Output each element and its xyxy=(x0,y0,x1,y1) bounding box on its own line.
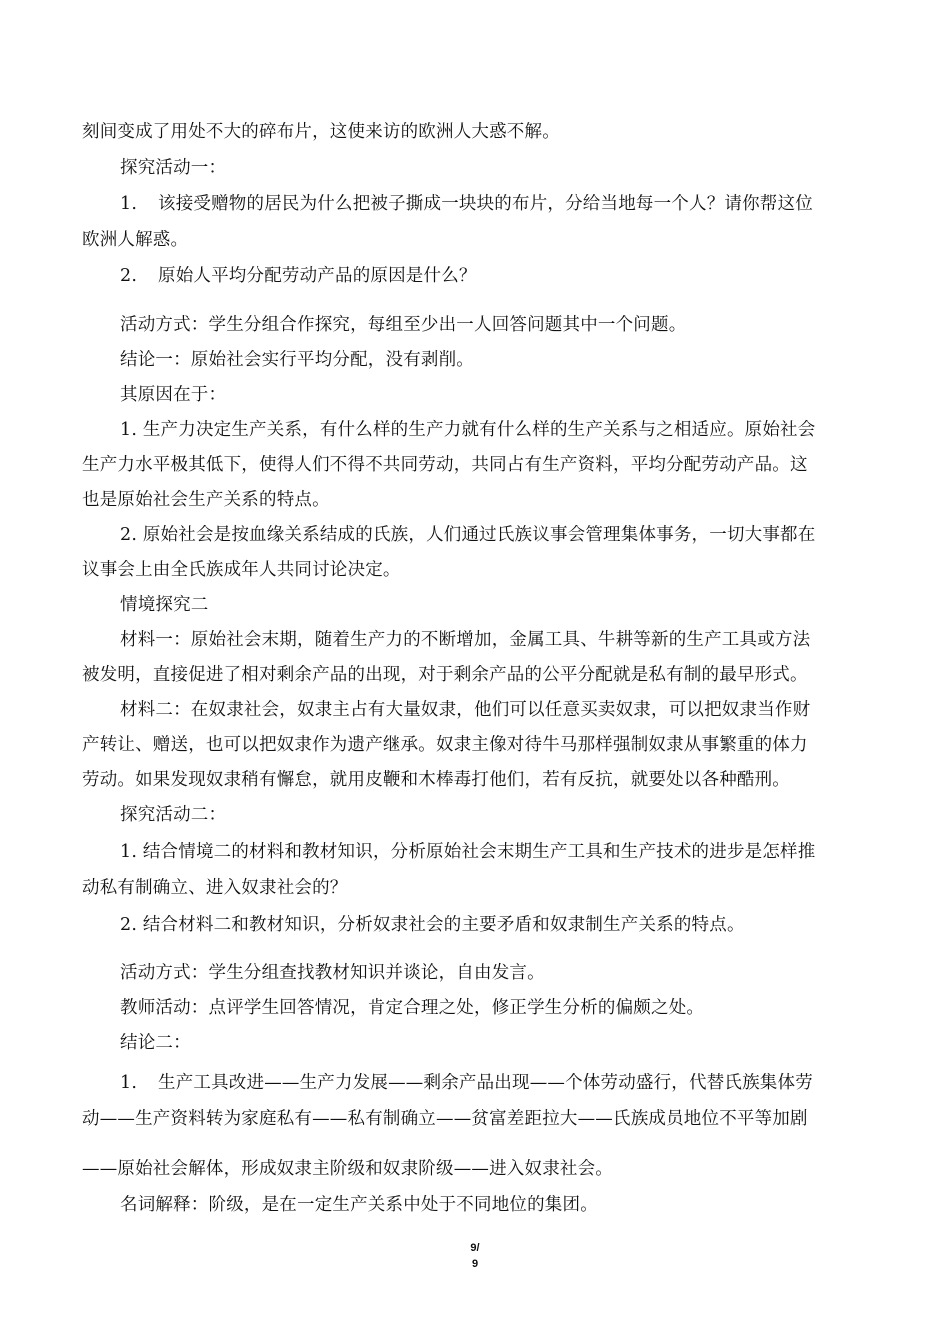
text-line: 活动方式：学生分组查找教材知识并谈论，自由发言。 xyxy=(120,963,545,983)
section-heading: 探究活动二： xyxy=(120,805,227,825)
text-line: 议事会上由全氏族成年人共同讨论决定。 xyxy=(82,560,401,580)
item-number: 1. xyxy=(120,1073,138,1093)
text-line: 动私有制确立、进入奴隶社会的？ xyxy=(82,878,348,898)
section-heading: 探究活动一： xyxy=(120,158,227,178)
text-line: 其原因在于： xyxy=(120,385,227,405)
text-line: 生产工具改进——生产力发展——剩余产品出现——个体劳动盛行，代替氏族集体劳 xyxy=(158,1073,813,1093)
text-line: 生产力水平极其低下，使得人们不得不共同劳动，共同占有生产资料，平均分配劳动产品。这 xyxy=(82,455,808,475)
text-line: 产转让、赠送，也可以把奴隶作为遗产继承。奴隶主像对待牛马那样强制奴隶从事繁重的体力 xyxy=(82,735,808,755)
text-line: 材料二：在奴隶社会，奴隶主占有大量奴隶，他们可以任意买卖奴隶，可以把奴隶当作财 xyxy=(120,700,811,720)
text-line: 结论一：原始社会实行平均分配，没有剥削。 xyxy=(120,350,474,370)
text-line: 1. 生产力决定生产关系，有什么样的生产力就有什么样的生产关系与之相适应。原始社会 xyxy=(120,420,816,440)
conclusion-item xyxy=(120,1071,813,1095)
section-heading: 情境探究二 xyxy=(120,595,209,615)
text-line: 劳动。如果发现奴隶稍有懈怠，就用皮鞭和木棒毒打他们，若有反抗，就要处以各种酷刑。 xyxy=(82,770,790,790)
text-line: 刻间变成了用处不大的碎布片，这使来访的欧洲人大惑不解。 xyxy=(82,122,560,142)
text-line: 材料一：原始社会末期，随着生产力的不断增加，金属工具、牛耕等新的生产工具或方法 xyxy=(120,630,811,650)
section-heading: 结论二： xyxy=(120,1033,191,1053)
question-item xyxy=(120,192,813,216)
text-line: 原始人平均分配劳动产品的原因是什么？ xyxy=(158,266,477,286)
text-line: 欧洲人解惑。 xyxy=(82,230,189,250)
item-number: 1. xyxy=(120,194,138,214)
page-number-bottom: 9 xyxy=(471,1258,479,1270)
text-line: 1. 结合情境二的材料和教材知识，分析原始社会末期生产工具和生产技术的进步是怎样推 xyxy=(120,842,816,862)
text-line: 活动方式：学生分组合作探究，每组至少出一人回答问题其中一个问题。 xyxy=(120,315,687,335)
text-line: 2. 结合材料二和教材知识，分析奴隶社会的主要矛盾和奴隶制生产关系的特点。 xyxy=(120,915,745,935)
text-line: 2. 原始社会是按血缘关系结成的氏族，人们通过氏族议事会管理集体事务，一切大事都在 xyxy=(120,525,816,545)
text-line: 也是原始社会生产关系的特点。 xyxy=(82,490,330,510)
text-line: 该接受赠物的居民为什么把被子撕成一块块的布片，分给当地每一个人？请你帮这位 xyxy=(158,194,813,214)
page-number-top: 9/ xyxy=(470,1242,480,1254)
text-line: 教师活动：点评学生回答情况，肯定合理之处，修正学生分析的偏颇之处。 xyxy=(120,998,705,1018)
item-number: 2. xyxy=(120,266,138,286)
text-line: ——原始社会解体，形成奴隶主阶级和奴隶阶级——进入奴隶社会。 xyxy=(82,1159,613,1179)
text-line: 被发明，直接促进了相对剩余产品的出现，对于剩余产品的公平分配就是私有制的最早形式。 xyxy=(82,665,808,685)
question-item xyxy=(120,264,477,288)
text-line: 名词解释：阶级，是在一定生产关系中处于不同地位的集团。 xyxy=(120,1195,598,1215)
text-line: 动——生产资料转为家庭私有——私有制确立——贫富差距拉大——氏族成员地位不平等加剧 xyxy=(82,1109,808,1129)
